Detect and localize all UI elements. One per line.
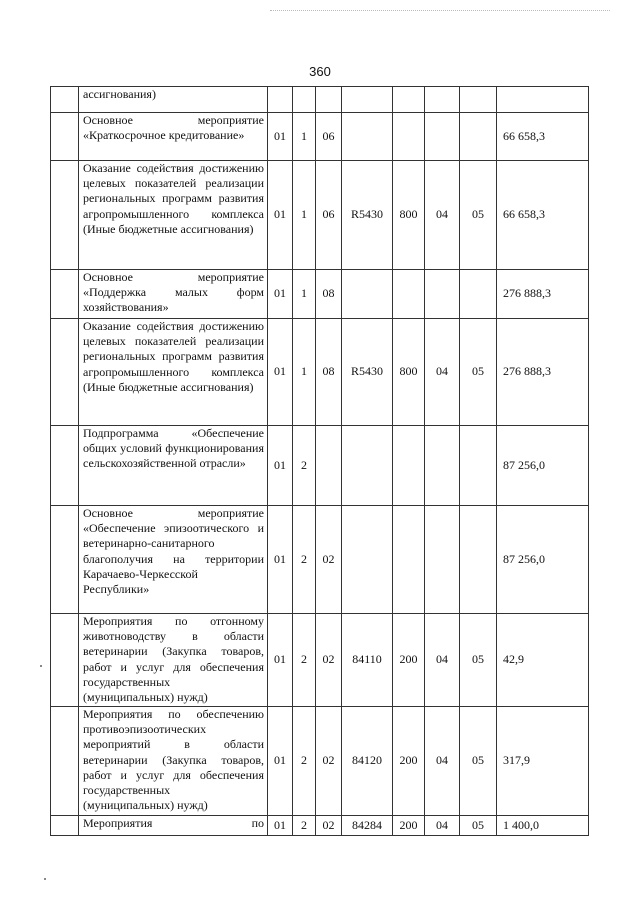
blank-cell — [51, 87, 79, 113]
code-section — [425, 426, 460, 506]
blank-cell — [51, 319, 79, 426]
code-direction: 84110 — [342, 614, 393, 707]
code-section — [425, 506, 460, 614]
code-om: 08 — [316, 319, 342, 426]
code-pp: 2 — [293, 816, 316, 836]
code-om: 02 — [316, 816, 342, 836]
code-section: 04 — [425, 319, 460, 426]
code-direction: 84120 — [342, 707, 393, 816]
code-section: 04 — [425, 161, 460, 270]
code-direction — [342, 87, 393, 113]
code-direction: R5430 — [342, 161, 393, 270]
code-direction: R5430 — [342, 319, 393, 426]
item-name: Мероприятия по отгонному животноводству в области ветеринарии (Закупка товаров, работ и услуг для обеспечения государственных (муниципальных) нужд) — [79, 614, 268, 707]
code-subsection — [460, 506, 497, 614]
code-pp: 2 — [293, 614, 316, 707]
code-om: 06 — [316, 113, 342, 161]
blank-cell — [51, 426, 79, 506]
code-gp — [268, 87, 293, 113]
blank-cell — [51, 270, 79, 319]
code-expense-type: 800 — [393, 319, 425, 426]
code-om: 02 — [316, 614, 342, 707]
code-gp: 01 — [268, 113, 293, 161]
code-expense-type: 200 — [393, 707, 425, 816]
code-section — [425, 87, 460, 113]
table-row — [51, 426, 589, 506]
code-gp: 01 — [268, 707, 293, 816]
code-pp: 1 — [293, 319, 316, 426]
code-expense-type: 800 — [393, 161, 425, 270]
amount: 87 256,0 — [497, 426, 589, 506]
code-section: 04 — [425, 707, 460, 816]
code-gp: 01 — [268, 426, 293, 506]
code-gp: 01 — [268, 614, 293, 707]
item-name: Мероприятия по обеспечению противоэпизоотических мероприятий в области ветеринарии (Закупка товаров, работ и услуг для обеспечения государственных (муниципальных) нужд) — [79, 707, 268, 816]
code-direction — [342, 426, 393, 506]
code-om: 06 — [316, 161, 342, 270]
code-subsection — [460, 113, 497, 161]
code-section — [425, 270, 460, 319]
table-row — [51, 816, 589, 836]
code-direction — [342, 270, 393, 319]
scan-artifact-dots — [270, 10, 610, 13]
blank-cell — [51, 113, 79, 161]
table-row — [51, 707, 589, 816]
blank-cell — [51, 816, 79, 836]
code-subsection: 05 — [460, 707, 497, 816]
table-row — [51, 161, 589, 270]
table-row — [51, 614, 589, 707]
code-gp: 01 — [268, 319, 293, 426]
blank-cell — [51, 506, 79, 614]
code-pp: 2 — [293, 707, 316, 816]
item-name: Основное мероприятие «Краткосрочное кредитование» — [79, 113, 268, 161]
code-pp: 2 — [293, 426, 316, 506]
code-expense-type — [393, 87, 425, 113]
blank-cell — [51, 707, 79, 816]
item-name: Основное мероприятие «Обеспечение эпизоотического и ветеринарно-санитарного благополучия на территории Карачаево-Черкесской Республики» — [79, 506, 268, 614]
code-pp: 2 — [293, 506, 316, 614]
amount: 317,9 — [497, 707, 589, 816]
table-body — [51, 87, 589, 836]
item-name: Подпрограмма «Обеспечение общих условий функционирования сельскохозяйственной отрасли» — [79, 426, 268, 506]
item-name: Оказание содействия достижению целевых показателей реализации региональных программ развития агропромышленного комплекса (Иные бюджетные ассигнования) — [79, 161, 268, 270]
code-subsection — [460, 87, 497, 113]
code-subsection: 05 — [460, 161, 497, 270]
code-om: 02 — [316, 506, 342, 614]
code-subsection — [460, 270, 497, 319]
code-expense-type: 200 — [393, 816, 425, 836]
code-direction — [342, 113, 393, 161]
code-pp — [293, 87, 316, 113]
amount: 276 888,3 — [497, 319, 589, 426]
blank-cell — [51, 161, 79, 270]
code-section: 04 — [425, 614, 460, 707]
code-gp: 01 — [268, 161, 293, 270]
code-subsection: 05 — [460, 614, 497, 707]
page-number: 360 — [309, 64, 331, 79]
code-expense-type — [393, 426, 425, 506]
code-gp: 01 — [268, 270, 293, 319]
amount: 66 658,3 — [497, 161, 589, 270]
code-om — [316, 87, 342, 113]
item-name: Основное мероприятие «Поддержка малых форм хозяйствования» — [79, 270, 268, 319]
code-om: 08 — [316, 270, 342, 319]
code-gp: 01 — [268, 506, 293, 614]
code-gp: 01 — [268, 816, 293, 836]
code-subsection: 05 — [460, 319, 497, 426]
item-name: Оказание содействия достижению целевых показателей реализации региональных программ развития агропромышленного комплекса (Иные бюджетные ассигнования) — [79, 319, 268, 426]
code-om — [316, 426, 342, 506]
code-direction: 84284 — [342, 816, 393, 836]
table-row — [51, 506, 589, 614]
table-row — [51, 87, 589, 113]
table-row — [51, 270, 589, 319]
item-name: ассигнования) — [79, 87, 268, 113]
code-subsection: 05 — [460, 816, 497, 836]
budget-table — [50, 86, 589, 836]
scan-artifact-mark — [40, 665, 42, 667]
code-section: 04 — [425, 816, 460, 836]
code-pp: 1 — [293, 270, 316, 319]
code-pp: 1 — [293, 161, 316, 270]
amount: 66 658,3 — [497, 113, 589, 161]
table-row — [51, 319, 589, 426]
amount: 1 400,0 — [497, 816, 589, 836]
code-expense-type: 200 — [393, 614, 425, 707]
code-om: 02 — [316, 707, 342, 816]
amount — [497, 87, 589, 113]
table-row — [51, 113, 589, 161]
blank-cell — [51, 614, 79, 707]
code-section — [425, 113, 460, 161]
code-pp: 1 — [293, 113, 316, 161]
amount: 42,9 — [497, 614, 589, 707]
amount: 276 888,3 — [497, 270, 589, 319]
code-expense-type — [393, 506, 425, 614]
amount: 87 256,0 — [497, 506, 589, 614]
scan-artifact-mark — [44, 878, 46, 880]
code-subsection — [460, 426, 497, 506]
code-expense-type — [393, 113, 425, 161]
code-expense-type — [393, 270, 425, 319]
item-name: Мероприятия по — [79, 816, 268, 836]
code-direction — [342, 506, 393, 614]
